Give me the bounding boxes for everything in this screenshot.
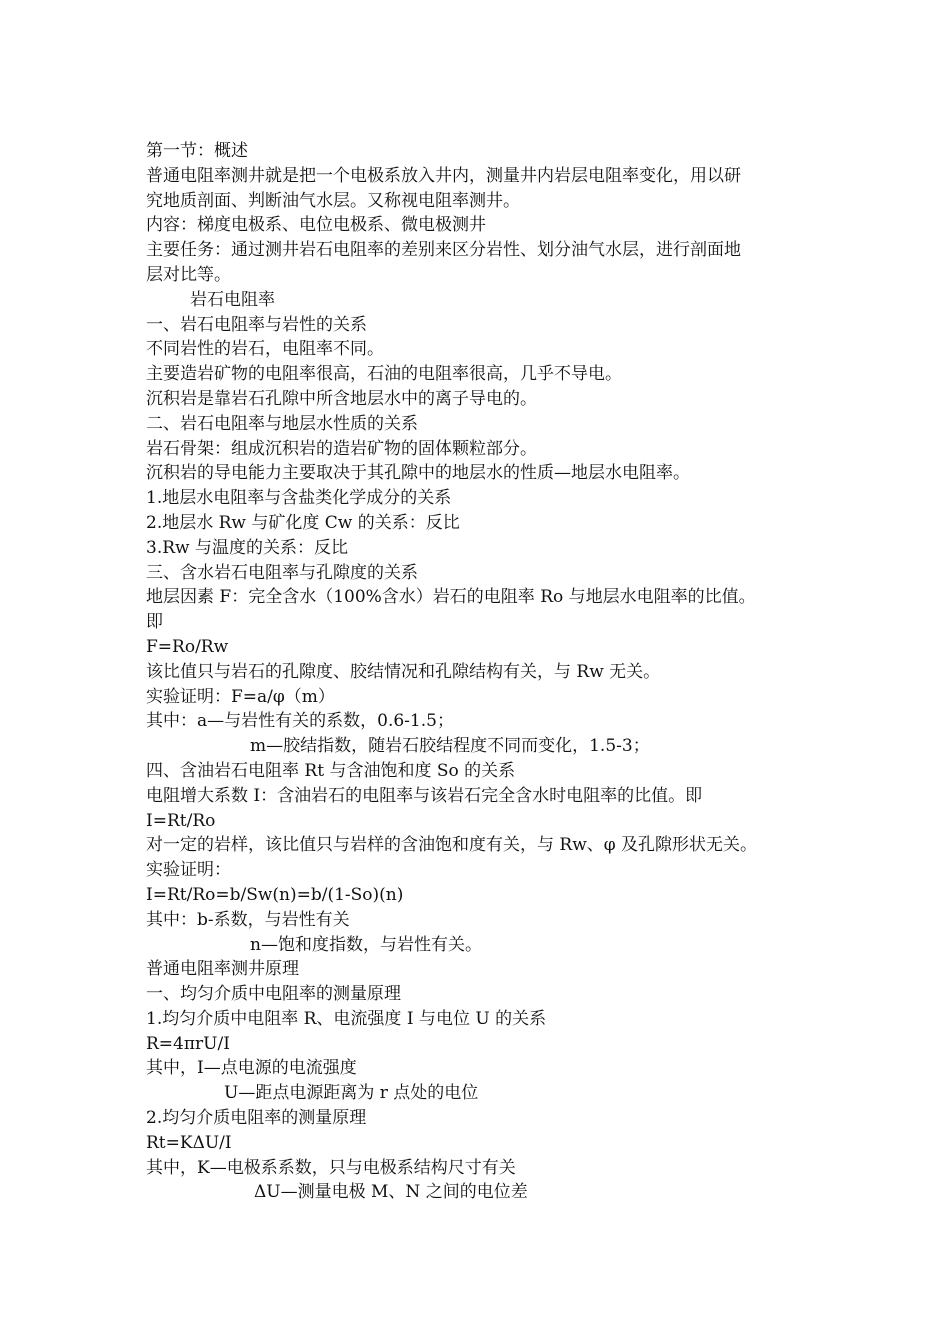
subsection-title: 岩石电阻率: [190, 289, 275, 310]
paragraph-line: 层对比等。: [146, 264, 231, 285]
indented-line: n—饱和度指数，与岩性有关。: [250, 934, 482, 955]
paragraph-line: 对一定的岩样，该比值只与岩样的含油饱和度有关，与 Rw、φ 及孔隙形状无关。: [146, 835, 758, 856]
list-item: 1.地层水电阻率与含盐类化学成分的关系: [146, 488, 452, 509]
formula: I=Rt/Ro=b/Sw(n)=b/(1-So)(n): [146, 884, 404, 905]
subheading: 一、均匀介质中电阻率的测量原理: [146, 984, 401, 1005]
paragraph-line: 主要任务：通过测井岩石电阻率的差别来区分岩性、划分油气水层，进行剖面地: [146, 240, 741, 261]
paragraph-line: 其中，K—电极系系数，只与电极系结构尺寸有关: [146, 1157, 516, 1178]
paragraph-line: 即: [146, 612, 163, 633]
paragraph-line: 实验证明：: [146, 860, 231, 881]
subheading: 二、岩石电阻率与地层水性质的关系: [146, 413, 418, 434]
subheading: 四、含油岩石电阻率 Rt 与含油饱和度 So 的关系: [146, 760, 516, 781]
formula: Rt=KΔU/I: [146, 1132, 232, 1153]
paragraph-line: 地层因素 F：完全含水（100%含水）岩石的电阻率 Ro 与地层水电阻率的比值。: [146, 587, 756, 608]
paragraph-line: 岩石骨架：组成沉积岩的造岩矿物的固体颗粒部分。: [146, 438, 537, 459]
document-page: [146, 139, 826, 1205]
paragraph-line: 沉积岩是靠岩石孔隙中所含地层水中的离子导电的。: [146, 388, 537, 409]
formula: I=Rt/Ro: [146, 810, 216, 831]
formula: F=Ro/Rw: [146, 636, 229, 657]
paragraph-line: 普通电阻率测井就是把一个电极系放入井内，测量井内岩层电阻率变化，用以研: [146, 165, 741, 186]
indented-line: ΔU—测量电极 M、N 之间的电位差: [254, 1182, 528, 1203]
list-item: 1.均匀介质中电阻率 R、电流强度 I 与电位 U 的关系: [146, 1008, 547, 1029]
paragraph-line: 该比值只与岩石的孔隙度、胶结情况和孔隙结构有关，与 Rw 无关。: [146, 661, 661, 682]
paragraph-line: 电阻增大系数 I：含油岩石的电阻率与该岩石完全含水时电阻率的比值。即: [146, 785, 703, 806]
paragraph-line: 其中，I—点电源的电流强度: [146, 1058, 357, 1079]
section-heading: 普通电阻率测井原理: [146, 959, 299, 980]
list-item: 3.Rw 与温度的关系：反比: [146, 537, 348, 558]
paragraph-line: 内容：梯度电极系、电位电极系、微电极测井: [146, 215, 486, 236]
indented-line: U—距点电源距离为 r 点处的电位: [224, 1083, 479, 1104]
paragraph-line: 其中：b-系数，与岩性有关: [146, 909, 350, 930]
paragraph-line: 不同岩性的岩石，电阻率不同。: [146, 339, 384, 360]
paragraph-line: 究地质剖面、判断油气水层。又称视电阻率测井。: [146, 190, 520, 211]
formula: R=4πrU/I: [146, 1033, 230, 1054]
paragraph-line: 沉积岩的导电能力主要取决于其孔隙中的地层水的性质—地层水电阻率。: [146, 463, 690, 484]
paragraph-line: 主要造岩矿物的电阻率很高，石油的电阻率很高，几乎不导电。: [146, 364, 622, 385]
section-heading: 第一节：概述: [146, 141, 248, 161]
paragraph-line: 其中：a—与岩性有关的系数，0.6-1.5；: [146, 711, 454, 732]
subheading: 三、含水岩石电阻率与孔隙度的关系: [146, 562, 418, 583]
subheading: 一、岩石电阻率与岩性的关系: [146, 314, 367, 335]
indented-line: m—胶结指数，随岩石胶结程度不同而变化，1.5-3；: [250, 736, 650, 757]
list-item: 2.均匀介质电阻率的测量原理: [146, 1108, 367, 1129]
paragraph-line: 实验证明：F=a/φ（m）: [146, 686, 335, 707]
list-item: 2.地层水 Rw 与矿化度 Cw 的关系：反比: [146, 512, 460, 533]
